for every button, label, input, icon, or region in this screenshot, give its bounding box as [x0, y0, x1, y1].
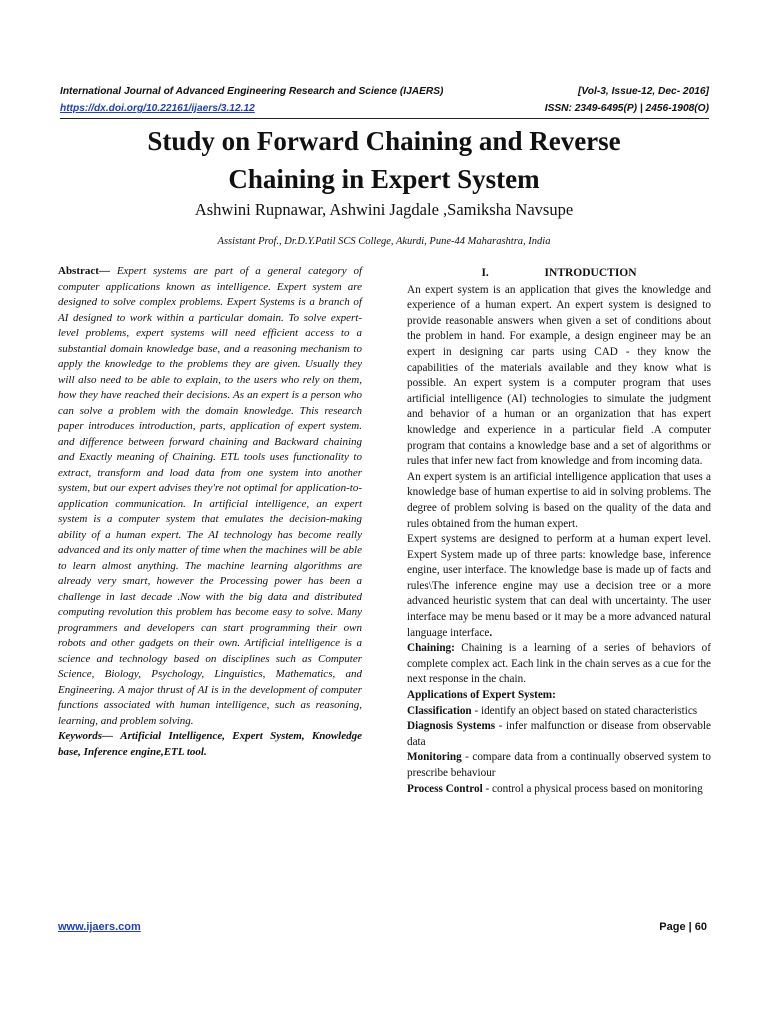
intro-paragraph-1: An expert system is an application that gives the knowledge and experience of a human expert. An expert system is designed to provide reasonable answers when given a set of conditions about the problem in hand. For example, a design engineer may be an expert in designing car parts using CAD - they know the capabilities of the materials available and they know what is possible. An expert system is a computer program that uses artificial intelligence (AI) technologies to simulate the judgment and behavior of a human or an organization that has expert knowledge and experience in a particular field .A computer program that contains a knowledge base and a set of algorithms or rules that infer new fact from knowledge and from incoming data.	[407, 283, 711, 468]
applications-heading-text: Applications of Expert System:	[407, 689, 556, 702]
application-desc: - infer malfunction or disease from observable data	[407, 720, 712, 748]
introduction-column	[407, 266, 711, 797]
section-number: I.	[481, 267, 489, 279]
paper-title-line2: Chaining in Expert System	[228, 164, 540, 194]
authors: Ashwini Rupnawar, Ashwini Jagdale ,Samiksha Navsupe	[194, 200, 574, 219]
volume-issue: [Vol-3, Issue-12, Dec- 2016]	[578, 86, 709, 97]
paper-title-line1: Study on Forward Chaining and Reverse	[147, 126, 621, 156]
application-term: Process Control	[407, 782, 483, 795]
abstract-text: Expert systems are part of a general category of computer applications known as intelligence. Expert system are designed to solve complex problems. Expert Systems is a branch of AI designed to work within a particular domain. To solve expert-level problems, expert systems will need efficient access to a substantial domain knowledge base, and a reasoning mechanism to apply the knowledge to the problems they are given. Usually they will also need to be able to explain, to the users who rely on them, how they have reached their decisions. As an expert is a person who can solve a problem with the domain knowledge. This research paper introduces introduction, parts, application of expert system. and difference between forward chaining and Backward chaining and Exactly meaning of Chaining. ETL tools uses functionality to extract, transform and load data from one system into another system, but our expert advises they're not optimal for application-to-application communication. In artificial intelligence, an expert system is a computer system that emulates the decision-making ability of a human expert. The AI technology has become really advanced and its only matter of time when the machines will be able to learn almost anything. The machine learning algorithms are already very smart, however the Processing power has been a challenge in last decade .Now with the big data and distributed computing revolution this problem has become easy to solve. Many programmers and developers can start programming their own robots and other gadgets on their own. Artificial intelligence is a science and technology based on disciplines such as Computer Science, Biology, Psychology, Linguistics, Mathematics, and Engineering. A major thrust of AI is in the development of computer functions associated with human intelligence, such as reasoning, learning, and problem solving.	[58, 265, 363, 727]
application-term: Monitoring	[407, 751, 462, 764]
abstract-label: Abstract—	[58, 265, 110, 277]
intro-paragraph-3	[407, 532, 711, 641]
chaining-text: Chaining is a learning of a series of behaviors of complete complex act. Each link in the chain serves as a cue for the next response in the chain.	[407, 642, 711, 686]
issn: ISSN: 2349-6495(P) | 2456-1908(O)	[544, 103, 709, 114]
application-desc: - identify an object based on stated characteristics	[471, 704, 698, 717]
applications-heading	[407, 688, 711, 704]
application-term: Diagnosis Systems	[407, 720, 496, 733]
keywords-text: Artificial Intelligence, Expert System, Knowledge base, Inference engine,ETL tool.	[58, 730, 362, 758]
chaining-label: Chaining:	[407, 642, 455, 655]
application-term: Classification	[407, 704, 472, 717]
application-item	[407, 719, 711, 750]
doi-link[interactable]: https://dx.doi.org/10.22161/ijaers/3.12.12	[60, 103, 255, 114]
section-heading	[407, 266, 711, 282]
keywords-label: Keywords—	[58, 730, 113, 742]
section-title: INTRODUCTION	[544, 267, 637, 279]
application-desc: - control a physical process based on monitoring	[482, 782, 703, 795]
page-number: Page | 60	[659, 921, 707, 933]
journal-name: International Journal of Advanced Engineering Research and Science (IJAERS)	[60, 86, 444, 97]
chaining-paragraph	[407, 641, 711, 688]
application-desc: - compare data from a continually observed system to prescribe behaviour	[407, 751, 711, 779]
affiliation: Assistant Prof., Dr.D.Y.Patil SCS College, Akurdi, Pune-44 Maharashtra, India	[217, 236, 551, 247]
application-item	[407, 782, 711, 798]
intro-paragraph-3-end: .	[489, 626, 493, 639]
website-link[interactable]: www.ijaers.com	[58, 921, 141, 933]
application-item	[407, 704, 711, 720]
abstract-column	[58, 264, 362, 760]
intro-paragraph-3-text: Expert systems are designed to perform at a human expert level. Expert System made up of three parts: knowledge base, inference engine, user interface. The knowledge base is made up of facts and rules\The inference engine may use a decision tree or a more advanced heuristic system that can deal with uncertainty. The user interface may be menu based or it may be a more advanced natural language interface	[407, 533, 711, 639]
application-item	[407, 750, 711, 781]
header-divider	[60, 118, 709, 119]
intro-paragraph-2: An expert system is an artificial intelligence application that uses a knowledge base of human expertise to aid in solving problems. The degree of problem solving is based on the quality of the data and rules obtained from the human expert.	[407, 470, 711, 530]
